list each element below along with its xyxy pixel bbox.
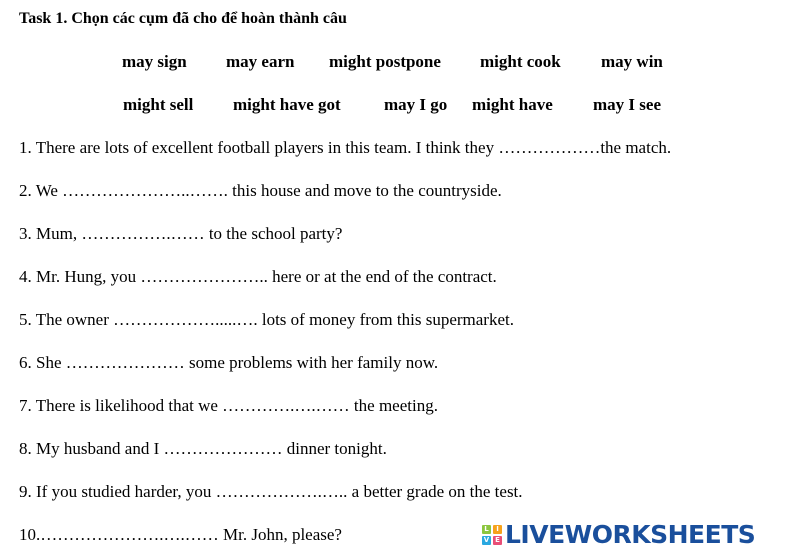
word-bank-item: may sign [122, 52, 187, 71]
logo-letter-i: I [493, 525, 502, 534]
sentence-1: 1. There are lots of excellent football players in this team. I think they ………………the match. [19, 138, 672, 157]
sentence-10: 10.………………….….…… Mr. John, please? [19, 525, 342, 544]
word-bank-item: may win [601, 52, 663, 71]
word-bank-row-1 [0, 52, 788, 72]
word-bank-item: may I go [384, 95, 448, 114]
sentence-5: 5. The owner ……………….....…. lots of money from this supermarket. [19, 310, 514, 329]
sentence-3: 3. Mum, …………….…… to the school party? [19, 224, 343, 243]
sentence-9: 9. If you studied harder, you ……………….….. a better grade on the test. [19, 482, 523, 501]
sentence-8: 8. My husband and I ………………… dinner tonight. [19, 439, 387, 458]
logo-letter-v: V [483, 536, 490, 544]
sentence-2: 2. We …………………..……. this house and move to the countryside. [19, 181, 502, 200]
word-bank-item: might cook [480, 52, 561, 71]
task-title: Task 1. Chọn các cụm đã cho để hoàn thành câu [19, 10, 347, 27]
word-bank-item: might postpone [329, 52, 441, 71]
sentence-7: 7. There is likelihood that we ………….….…… the meeting. [19, 396, 438, 415]
sentence-6: 6. She ………………… some problems with her family now. [19, 353, 439, 372]
liveworksheets-mark-icon [482, 525, 502, 545]
word-bank-item: may I see [593, 95, 661, 114]
word-bank-item: might have got [233, 95, 341, 114]
word-bank-item: might sell [123, 95, 194, 114]
word-bank-item: might have [472, 95, 553, 114]
liveworksheets-logo [482, 521, 755, 549]
word-bank-row-2 [0, 95, 788, 115]
logo-letter-e: E [493, 536, 502, 545]
logo-letter-l: L [482, 525, 491, 534]
word-bank-item: may earn [226, 52, 295, 71]
liveworksheets-wordmark: LIVEWORKSHEETS [505, 520, 756, 549]
sentence-4: 4. Mr. Hung, you ………………….. here or at the end of the contract. [19, 267, 497, 286]
